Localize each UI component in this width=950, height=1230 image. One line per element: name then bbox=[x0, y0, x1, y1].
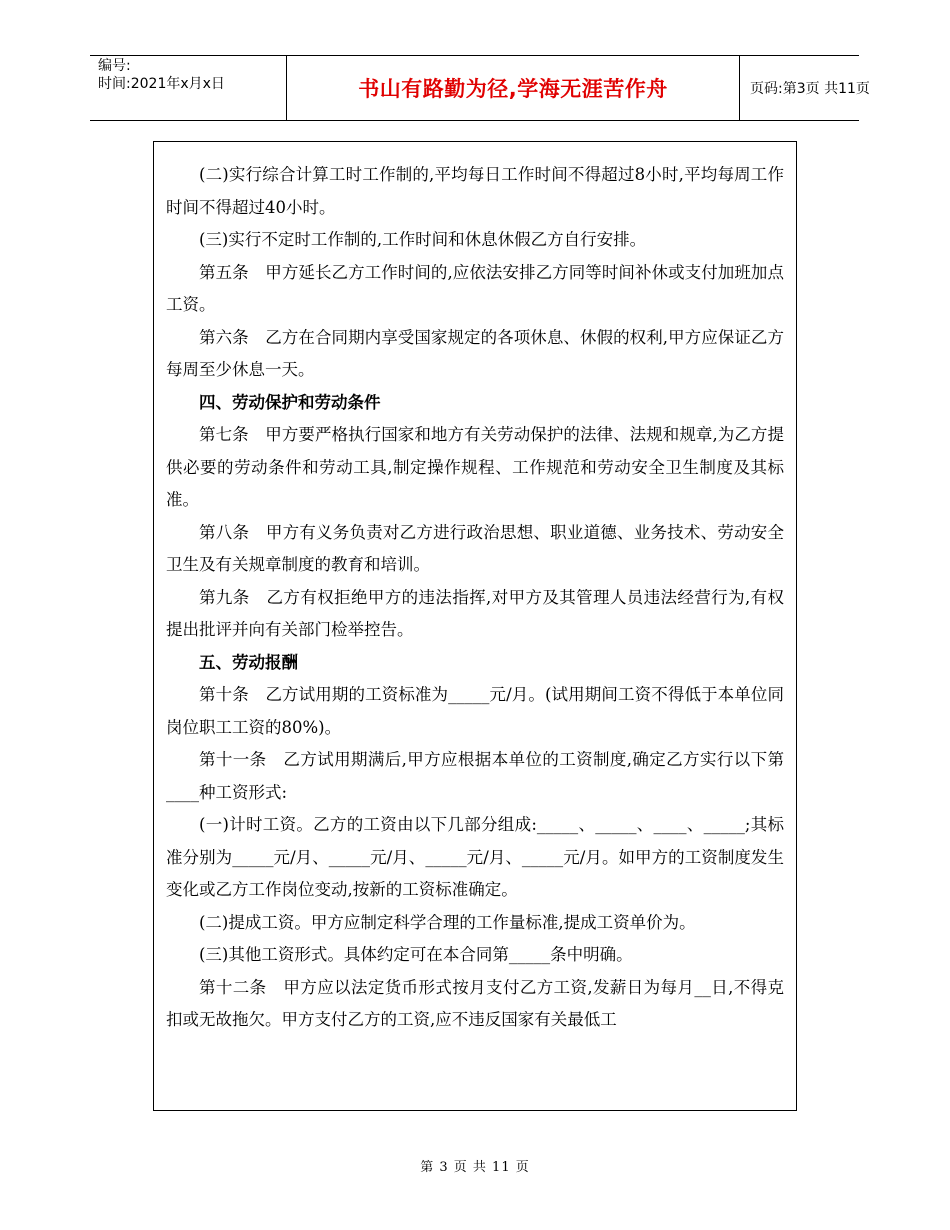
paragraph-other-wage: (三)其他工资形式。具体约定可在本合同第_____条中明确。 bbox=[199, 945, 633, 964]
page-header bbox=[90, 55, 870, 121]
section-heading-5: 五、劳动报酬 bbox=[199, 652, 298, 672]
header-meta bbox=[90, 56, 286, 120]
paragraph-article-8: 第八条 甲方有义务负责对乙方进行政治思想、职业道德、业务技术、劳动安全卫生及有关规章制度的教育和培训。 bbox=[166, 522, 784, 574]
paragraph-article-6: 第六条 乙方在合同期内享受国家规定的各项休息、休假的权利,甲方应保证乙方每周至少休息一天。 bbox=[166, 327, 784, 379]
paragraph-article-7: 第七条 甲方要严格执行国家和地方有关劳动保护的法律、法规和规章,为乙方提供必要的劳动条件和劳动工具,制定操作规程、工作规范和劳动安全卫生制度及其标准。 bbox=[166, 425, 784, 509]
paragraph-time-wage: (一)计时工资。乙方的工资由以下几部分组成:_____、_____、____、_____;其标准分别为_____元/月、_____元/月、_____元/月、_____元/月。如甲方的工资制度发生变化或乙方工作岗位变动,按新的工资标准确定。 bbox=[166, 815, 784, 899]
page-footer: 第 3 页 共 11 页 bbox=[420, 1160, 530, 1175]
paragraph-article-11: 第十一条 乙方试用期满后,甲方应根据本单位的工资制度,确定乙方实行以下第____种工资形式: bbox=[166, 750, 784, 802]
content-frame bbox=[153, 141, 797, 1111]
document-body bbox=[166, 159, 784, 1037]
document-number-label: 编号: bbox=[98, 58, 131, 74]
paragraph-article-12: 第十二条 甲方应以法定货币形式按月支付乙方工资,发薪日为每月__日,不得克扣或无故拖欠。甲方支付乙方的工资,应不违反国家有关最低工 bbox=[166, 977, 784, 1029]
header-page-number: 页码:第3页 共11页 bbox=[750, 81, 870, 97]
header-motto: 书山有路勤为径,学海无涯苦作舟 bbox=[358, 77, 668, 101]
paragraph-commission-wage: (二)提成工资。甲方应制定科学合理的工作量标准,提成工资单价为。 bbox=[199, 912, 696, 932]
section-heading-4: 四、劳动保护和劳动条件 bbox=[199, 392, 381, 412]
paragraph-clause-2-3: (三)实行不定时工作制的,工作时间和休息休假乙方自行安排。 bbox=[199, 230, 647, 249]
paragraph-article-9: 第九条 乙方有权拒绝甲方的违法指挥,对甲方及其管理人员违法经营行为,有权提出批评并向有关部门检举控告。 bbox=[166, 587, 784, 639]
paragraph-clause-2-2: (二)实行综合计算工时工作制的,平均每日工作时间不得超过8小时,平均每周工作时间不得超过40小时。 bbox=[166, 165, 784, 217]
header-motto-cell bbox=[286, 56, 740, 120]
document-time: 时间:2021年x月x日 bbox=[98, 76, 225, 92]
paragraph-article-5: 第五条 甲方延长乙方工作时间的,应依法安排乙方同等时间补休或支付加班加点工资。 bbox=[166, 262, 784, 314]
paragraph-article-10: 第十条 乙方试用期的工资标准为_____元/月。(试用期间工资不得低于本单位同岗位职工工资的80%)。 bbox=[166, 685, 784, 737]
